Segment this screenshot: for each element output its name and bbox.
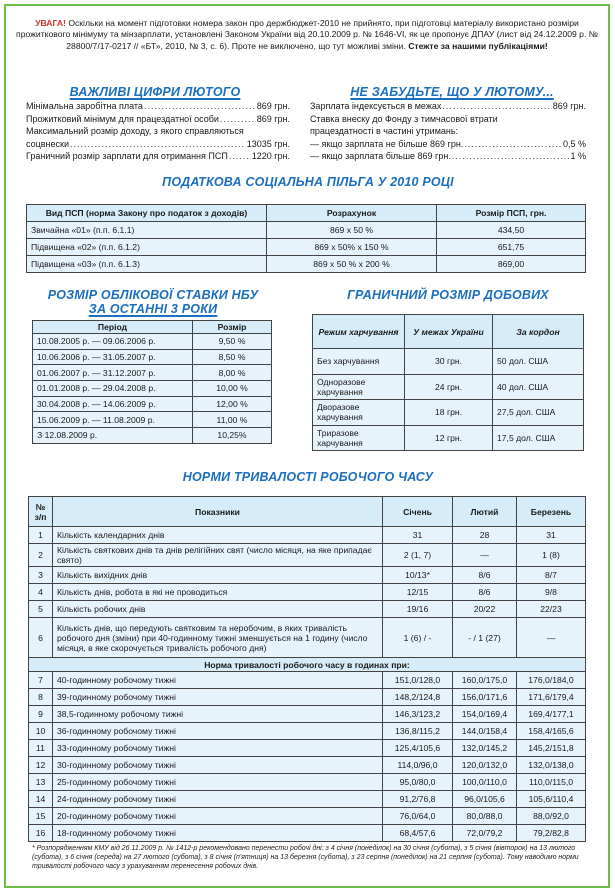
important-row [26,150,290,163]
important-title: ВАЖЛИВІ ЦИФРИ ЛЮТОГО [69,85,241,99]
cell: 434,50 [437,222,586,239]
cell: 22/23 [517,601,586,618]
cell: Триразове харчування [313,425,405,451]
remember-row [310,113,586,126]
cell: 1 (6) / - [383,618,453,658]
cell: Кількість днів, що передують святковим та неробочим, в яких тривалість робочого дня (зміни) при 40-годинному тижні зменшується на 1 годину (число місяця, в яке скорочується тривалість робочого дня) [53,618,383,658]
cell: 6 [29,618,53,658]
col-header: № з/п [29,497,53,527]
cell: 01.01.2008 р. — 29.04.2008 р. [33,381,193,397]
cell: 30.04.2008 р. — 14.06.2009 р. [33,396,193,412]
cell: 17,5 дол. США [493,425,584,451]
item-value: 1220 грн. [251,151,290,162]
cell: 651,75 [437,239,586,256]
cell: 10,25% [193,428,272,444]
cell: 169,4/177,1 [517,706,586,723]
col-header: Лютий [453,497,517,527]
col-header: Розмір ПСП, грн. [437,205,586,222]
cell: 27,5 дол. США [493,400,584,426]
table-row [29,808,586,825]
table-row [313,374,584,400]
cell: 11,00 % [193,412,272,428]
cell: 12 грн. [405,425,493,451]
remember-row [310,100,586,113]
col-header: Березень [517,497,586,527]
cell: 40 дол. США [493,374,584,400]
cell: 12 [29,757,53,774]
cell: Без харчування [313,349,405,375]
col-header: Розрахунок [267,205,437,222]
cell: 3 [29,567,53,584]
table-row [313,349,584,375]
cell: 10/13* [383,567,453,584]
col-header: Режим харчування [313,315,405,349]
remember-list [310,100,586,163]
cell: 2 (1, 7) [383,544,453,567]
cell: 869,00 [437,256,586,273]
cell: 31 [517,527,586,544]
cell: 151,0/128,0 [383,672,453,689]
important-row [26,138,290,151]
cell: Кількість вихідних днів [53,567,383,584]
cell: 136,8/115,2 [383,723,453,740]
important-row [26,100,290,113]
important-list [26,100,290,163]
cell: - / 1 (27) [453,618,517,658]
cell: 15 [29,808,53,825]
cell: 8/7 [517,567,586,584]
item-label: працездатності в частині утримань: [310,126,459,137]
col-header: Період [33,321,193,334]
cell: 38,5-годинному робочому тижні [53,706,383,723]
item-label: соцвнески [26,138,69,149]
item-label: Мінімальна заробітна плата [26,101,143,111]
cell: 869 х 50 % [267,222,437,239]
notice [14,18,600,52]
table-row [29,527,586,544]
cell: 25-годинному робочому тижні [53,774,383,791]
table-row [29,706,586,723]
cell: 8 [29,689,53,706]
remember-row [310,150,586,163]
cell: 146,3/123,2 [383,706,453,723]
cell: 160,0/175,0 [453,672,517,689]
cell: 7 [29,672,53,689]
cell: 2 [29,544,53,567]
cell: 125,4/105,6 [383,740,453,757]
remember-title: НЕ ЗАБУДЬТЕ, ЩО У ЛЮТОМУ... [350,85,554,99]
cell: 110,0/115,0 [517,774,586,791]
item-value: 869 грн. [256,113,290,124]
cell: Кількість днів, робота в які не проводиться [53,584,383,601]
cell: 8/6 [453,584,517,601]
norms-title: НОРМИ ТРИВАЛОСТІ РОБОЧОГО ЧАСУ [182,470,434,484]
item-value: 0,5 % [562,138,586,149]
cell: 31 [383,527,453,544]
cell: 11 [29,740,53,757]
cell: 14 [29,791,53,808]
cell: 12,00 % [193,396,272,412]
col-header: За кордон [493,315,584,349]
table-row [27,222,586,239]
cell: 80,0/88,0 [453,808,517,825]
item-label: Максимальний розмір доходу, з якого справляються [26,126,244,137]
table-row [29,618,586,658]
daily-table [312,314,584,451]
remember-row [310,138,586,151]
cell: 176,0/184,0 [517,672,586,689]
cell: 15.06.2009 р. — 11.08.2009 р. [33,412,193,428]
cell: 36-годинному робочому тижні [53,723,383,740]
table-row [27,239,586,256]
cell: — [453,544,517,567]
cell: 145,2/151,8 [517,740,586,757]
item-label: Граничний розмір зарплати для отримання ПСП [26,151,228,162]
daily-title: ГРАНИЧНИЙ РОЗМІР ДОБОВИХ [347,288,549,302]
cell: 1 [29,527,53,544]
cell: 01.06.2007 р. — 31.12.2007 р. [33,365,193,381]
cell: 33-годинному робочому тижні [53,740,383,757]
table-row [29,672,586,689]
cell: 39-годинному робочому тижні [53,689,383,706]
cell: 30 грн. [405,349,493,375]
cell: 869 х 50% х 150 % [267,239,437,256]
cell: 10.06.2006 р. — 31.05.2007 р. [33,349,193,365]
col-header: Січень [383,497,453,527]
cell: 156,0/171,6 [453,689,517,706]
table-row [29,774,586,791]
table-row [29,584,586,601]
footnote: * Розпорядженням КМУ від 26.11.2009 р. № 1412-р рекомендовано перенести робочі дні: з 4 січня (понеділок) на 30 січня (субота), з 5 січня (вівторок) на 13 лютого (субота), з 6 січня (середа) на 27 лютого (субота), з 8 січня (п'ятниця) на 13 березня (субота), з 23 серпня (понеділок) на 21 серпня (субота). Тому наводимо норми тривалості робочого часу з урахуванням перенесення робочих днів. [32,845,579,871]
col-header: Розмір [193,321,272,334]
cell: З 12.08.2009 р. [33,428,193,444]
item-value: 869 грн. [552,101,586,111]
cell: 120,0/132,0 [453,757,517,774]
nbu-table [32,320,272,444]
col-header: Вид ПСП (норма Закону про податок з доходів) [27,205,267,222]
cell: Підвищена «02» (п.п. 6.1.2) [27,239,267,256]
cell: 24-годинному робочому тижні [53,791,383,808]
item-value: 13035 грн. [246,138,290,149]
cell: 9 [29,706,53,723]
nbu-title-line1: РОЗМІР ОБЛІКОВОЇ СТАВКИ НБУ [47,288,259,302]
table-row [29,740,586,757]
table-row [27,256,586,273]
cell: 28 [453,527,517,544]
cell: 1 (8) [517,544,586,567]
cell: 100,0/110,0 [453,774,517,791]
cell: Кількість робочих днів [53,601,383,618]
cell: 18 грн. [405,400,493,426]
cell: Кількість календарних днів [53,527,383,544]
subheader-cell: Норма тривалості робочого часу в годинах при: [29,658,586,672]
cell: 79,2/82,8 [517,825,586,842]
psp-table [26,204,586,273]
cell: 96,0/105,6 [453,791,517,808]
table-row [33,349,272,365]
item-label: Ставка внеску до Фонду з тимчасової втрати [310,113,498,124]
notice-text: Оскільки на момент підготовки номера закон про держбюджет-2010 не прийнято, при підготовці матеріалу використано розміри прожиткового мінімуму та мінзарплати, установлені Законом України від 20.10.2009 р. № 1646-VI, як це пропонує ДПАУ (лист від 24.12.2009 р. № 28800/7/17-0217 // «БТ», 2010, № 3, с. 6). Проте не виключено, що тут можливі зміни. [16,18,598,51]
cell: — [517,618,586,658]
cell: 148,2/124,8 [383,689,453,706]
cell: 40-годинному робочому тижні [53,672,383,689]
cell: 68,4/57,6 [383,825,453,842]
cell: 9,50 % [193,334,272,350]
cell: Звичайна «01» (п.п. 6.1.1) [27,222,267,239]
cell: 10.08.2005 р. — 09.06.2006 р. [33,334,193,350]
cell: 105,6/110,4 [517,791,586,808]
cell: 114,0/96,0 [383,757,453,774]
item-label: — якщо зарплата більше 869 грн. [310,151,451,162]
cell: 8,00 % [193,365,272,381]
norms-table [28,496,586,842]
cell: Підвищена «03» (п.п. 6.1.3) [27,256,267,273]
notice-warn: УВАГА! [35,18,66,28]
item-label: Прожитковий мінімум для працездатної особи [26,113,219,124]
nbu-title-line2: ЗА ОСТАННІ 3 РОКИ [88,302,218,316]
cell: 24 грн. [405,374,493,400]
table-row [33,334,272,350]
table-row [29,791,586,808]
item-label: — якщо зарплата не більше 869 грн. [310,138,464,149]
cell: 132,0/145,2 [453,740,517,757]
table-row [313,425,584,451]
cell: 8,50 % [193,349,272,365]
item-label: Зарплата індексується в межах [310,101,442,111]
cell: 95,0/80,0 [383,774,453,791]
table-row [29,825,586,842]
table-subheader-row [29,658,586,672]
cell: Дворазове харчування [313,400,405,426]
item-value: 1 % [570,151,586,162]
table-row [33,365,272,381]
cell: 72,0/79,2 [453,825,517,842]
cell: 5 [29,601,53,618]
cell: 144,0/158,4 [453,723,517,740]
table-row [313,400,584,426]
table-row [33,412,272,428]
cell: 132,0/138,0 [517,757,586,774]
col-header: Показники [53,497,383,527]
table-row [33,428,272,444]
table-row [33,381,272,397]
cell: 171,6/179,4 [517,689,586,706]
cell: 9/8 [517,584,586,601]
table-row [29,689,586,706]
cell: 158,4/165,6 [517,723,586,740]
col-header: У межах України [405,315,493,349]
table-row [29,544,586,567]
cell: 4 [29,584,53,601]
cell: 8/6 [453,567,517,584]
cell: 30-годинному робочому тижні [53,757,383,774]
cell: 88,0/92,0 [517,808,586,825]
table-row [29,601,586,618]
table-row [29,757,586,774]
cell: 154,0/169,4 [453,706,517,723]
remember-row [310,125,586,138]
psp-title: ПОДАТКОВА СОЦІАЛЬНА ПІЛЬГА У 2010 РОЦІ [162,175,454,189]
cell: 50 дол. США [493,349,584,375]
table-row [33,396,272,412]
cell: 19/16 [383,601,453,618]
cell: Кількість святкових днів та днів релігійних свят (число місяця, на яке припадає свято) [53,544,383,567]
important-row [26,113,290,126]
cell: 16 [29,825,53,842]
cell: 20/22 [453,601,517,618]
cell: 13 [29,774,53,791]
cell: 76,0/64,0 [383,808,453,825]
important-row [26,125,290,138]
cell: Одноразове харчування [313,374,405,400]
nbu-title [30,288,276,316]
cell: 20-годинному робочому тижні [53,808,383,825]
cell: 91,2/76,8 [383,791,453,808]
table-row [29,723,586,740]
cell: 869 х 50 % х 200 % [267,256,437,273]
cell: 10,00 % [193,381,272,397]
cell: 10 [29,723,53,740]
cell: 18-годинному робочому тижні [53,825,383,842]
cell: 12/15 [383,584,453,601]
item-value: 869 грн. [256,101,290,111]
table-row [29,567,586,584]
notice-bold: Стежте за нашими публікаціями! [408,40,548,51]
